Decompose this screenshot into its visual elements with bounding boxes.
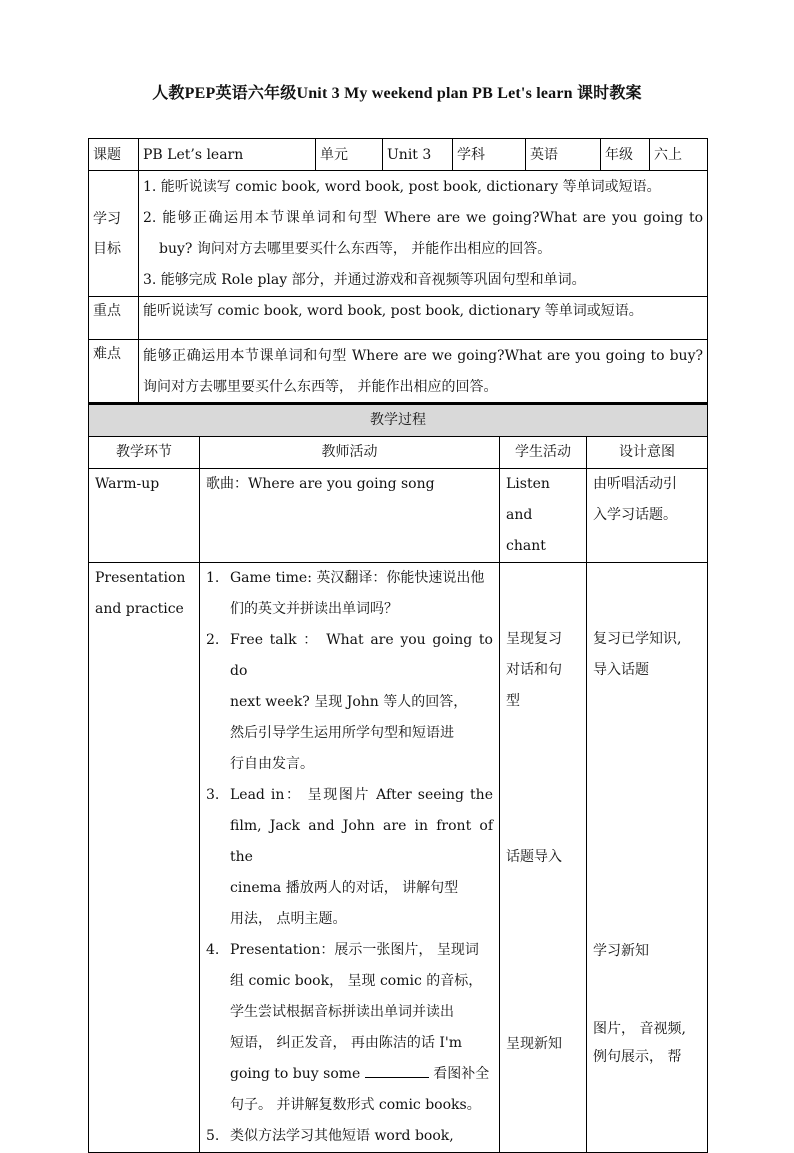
difficulties-content (139, 340, 708, 404)
objective-item: 2. 能够正确运用本节课单词和句型 Where are we going?What are you going to (143, 209, 703, 226)
warmup-teacher: 歌曲：Where are you going song (200, 469, 500, 563)
step-number: 5. (206, 1128, 220, 1144)
unit-value: Unit 3 (383, 139, 453, 171)
teacher-step (206, 780, 493, 935)
step-line (230, 1059, 493, 1090)
warmup-student (500, 469, 587, 563)
step-line-part: going to buy some (230, 1066, 361, 1082)
warmup-row (89, 469, 708, 563)
step-line: 用法， 点明主题。 (230, 911, 347, 927)
step-number: 2. (206, 632, 220, 648)
step-number: 4. (206, 942, 220, 958)
step-line: 组 comic book， 呈现 comic 的音标， (230, 973, 483, 989)
presentation-student (500, 563, 587, 1153)
teacher-steps-list (206, 563, 493, 1152)
lesson-info-table (88, 138, 708, 404)
intent-line: 例句展示， 帮 (593, 1049, 682, 1065)
student-activity-line: 型 (506, 693, 520, 709)
process-heading: 教学过程 (89, 404, 708, 437)
student-activity-line: 话题导入 (506, 849, 562, 865)
step-line: 们的英文并拼读出单词吗？ (230, 601, 398, 617)
step-line: next week? 呈现 John 等人的回答， (230, 694, 468, 710)
step-line-part: 看图补全 (433, 1066, 490, 1082)
objectives-label (89, 171, 139, 297)
objective-item: 3. 能够完成 Role play 部分，并通过游戏和音视频等巩固句型和单词。 (143, 271, 586, 288)
presentation-stage-line: and practice (95, 601, 184, 617)
topic-row (89, 139, 708, 171)
process-column-headers (89, 437, 708, 469)
presentation-stage-line: Presentation (95, 570, 186, 586)
warmup-student-line: chant (506, 538, 546, 554)
step-line: 类似方法学习其他短语 word book, (230, 1128, 454, 1144)
topic-value: PB Let’s learn (139, 139, 316, 171)
column-header-teacher: 教师活动 (200, 437, 500, 469)
intent-line: 复习已学知识, (593, 631, 682, 647)
warmup-intent (587, 469, 708, 563)
teaching-process-table (88, 402, 708, 1153)
intent-line: 学习新知 (593, 943, 649, 959)
student-activity-line: 对话和句 (506, 662, 562, 678)
warmup-stage: Warm-up (89, 469, 200, 563)
difficulties-label: 难点 (89, 340, 139, 404)
difficulties-line: 询问对方去哪里要买什么东西等， 并能作出相应的回答。 (143, 378, 498, 395)
intent-stack (593, 563, 701, 1083)
step-number: 1. (206, 570, 220, 586)
teacher-step (206, 1121, 493, 1152)
step-line: 学生尝试根据音标拼读出单词并读出 (230, 1004, 454, 1020)
student-activity-stack (506, 563, 580, 1083)
student-activity-line: 呈现新知 (506, 1036, 562, 1052)
teacher-step (206, 935, 493, 1121)
presentation-teacher (200, 563, 500, 1153)
topic-label: 课题 (89, 139, 139, 171)
objectives-row (89, 171, 708, 297)
difficulties-line: 能够正确运用本节课单词和句型 Where are we going?What are you going to buy? (143, 347, 703, 364)
step-number: 3. (206, 787, 220, 803)
step-line: 句子。 并讲解复数形式 comic books。 (230, 1097, 481, 1113)
teacher-step (206, 563, 493, 625)
objective-item: 1. 能听说读写 comic book, word book, post book, dictionary 等单词或短语。 (143, 178, 661, 195)
step-line: 短语， 纠正发音， 再由陈洁的话 I'm (230, 1035, 463, 1051)
difficulties-row (89, 340, 708, 404)
step-line: cinema 播放两人的对话， 讲解句型 (230, 880, 459, 896)
step-line: Game time: 英汉翻译：你能快速说出他 (230, 570, 485, 586)
column-header-student: 学生活动 (500, 437, 587, 469)
unit-label: 单元 (316, 139, 383, 171)
intent-line: 导入话题 (593, 662, 649, 678)
teacher-step (206, 625, 493, 780)
subject-value: 英语 (526, 139, 601, 171)
warmup-intent-line: 入学习话题。 (593, 507, 677, 523)
step-line: 然后引导学生运用所学句型和短语进 (230, 725, 454, 741)
grade-label: 年级 (601, 139, 650, 171)
presentation-stage (89, 563, 200, 1153)
objectives-content (139, 171, 708, 297)
column-header-stage: 教学环节 (89, 437, 200, 469)
step-line: Presentation：展示一张图片， 呈现词 (230, 942, 479, 958)
presentation-intent (587, 563, 708, 1153)
fill-in-blank (365, 1063, 429, 1078)
objectives-label-line2: 目标 (93, 240, 121, 257)
step-line: film, Jack and John are in front of the (230, 818, 493, 865)
process-heading-row (89, 404, 708, 437)
document-title: 人教PEP英语六年级Unit 3 My weekend plan PB Let's learn 课时教案 (152, 85, 642, 102)
step-line: 行自由发言。 (230, 756, 314, 772)
warmup-intent-line: 由听唱活动引 (593, 476, 677, 492)
key-points-text: 能听说读写 comic book, word book, post book, dictionary 等单词或短语。 (139, 297, 708, 340)
step-line: Free talk ： What are you going to do (230, 632, 493, 679)
student-activity-line: 呈现复习 (506, 631, 562, 647)
warmup-student-line: Listen and (506, 476, 550, 523)
subject-label: 学科 (453, 139, 526, 171)
key-points-label: 重点 (89, 297, 139, 340)
presentation-row (89, 563, 708, 1153)
column-header-intent: 设计意图 (587, 437, 708, 469)
objectives-label-line1: 学习 (93, 210, 121, 227)
key-points-row (89, 297, 708, 340)
objective-item: buy? 询问对方去哪里要买什么东西等， 并能作出相应的回答。 (159, 240, 552, 257)
intent-line: 图片， 音视频, (593, 1021, 686, 1037)
step-line: Lead in： 呈现图片 After seeing the (230, 787, 493, 803)
grade-value: 六上 (650, 139, 708, 171)
